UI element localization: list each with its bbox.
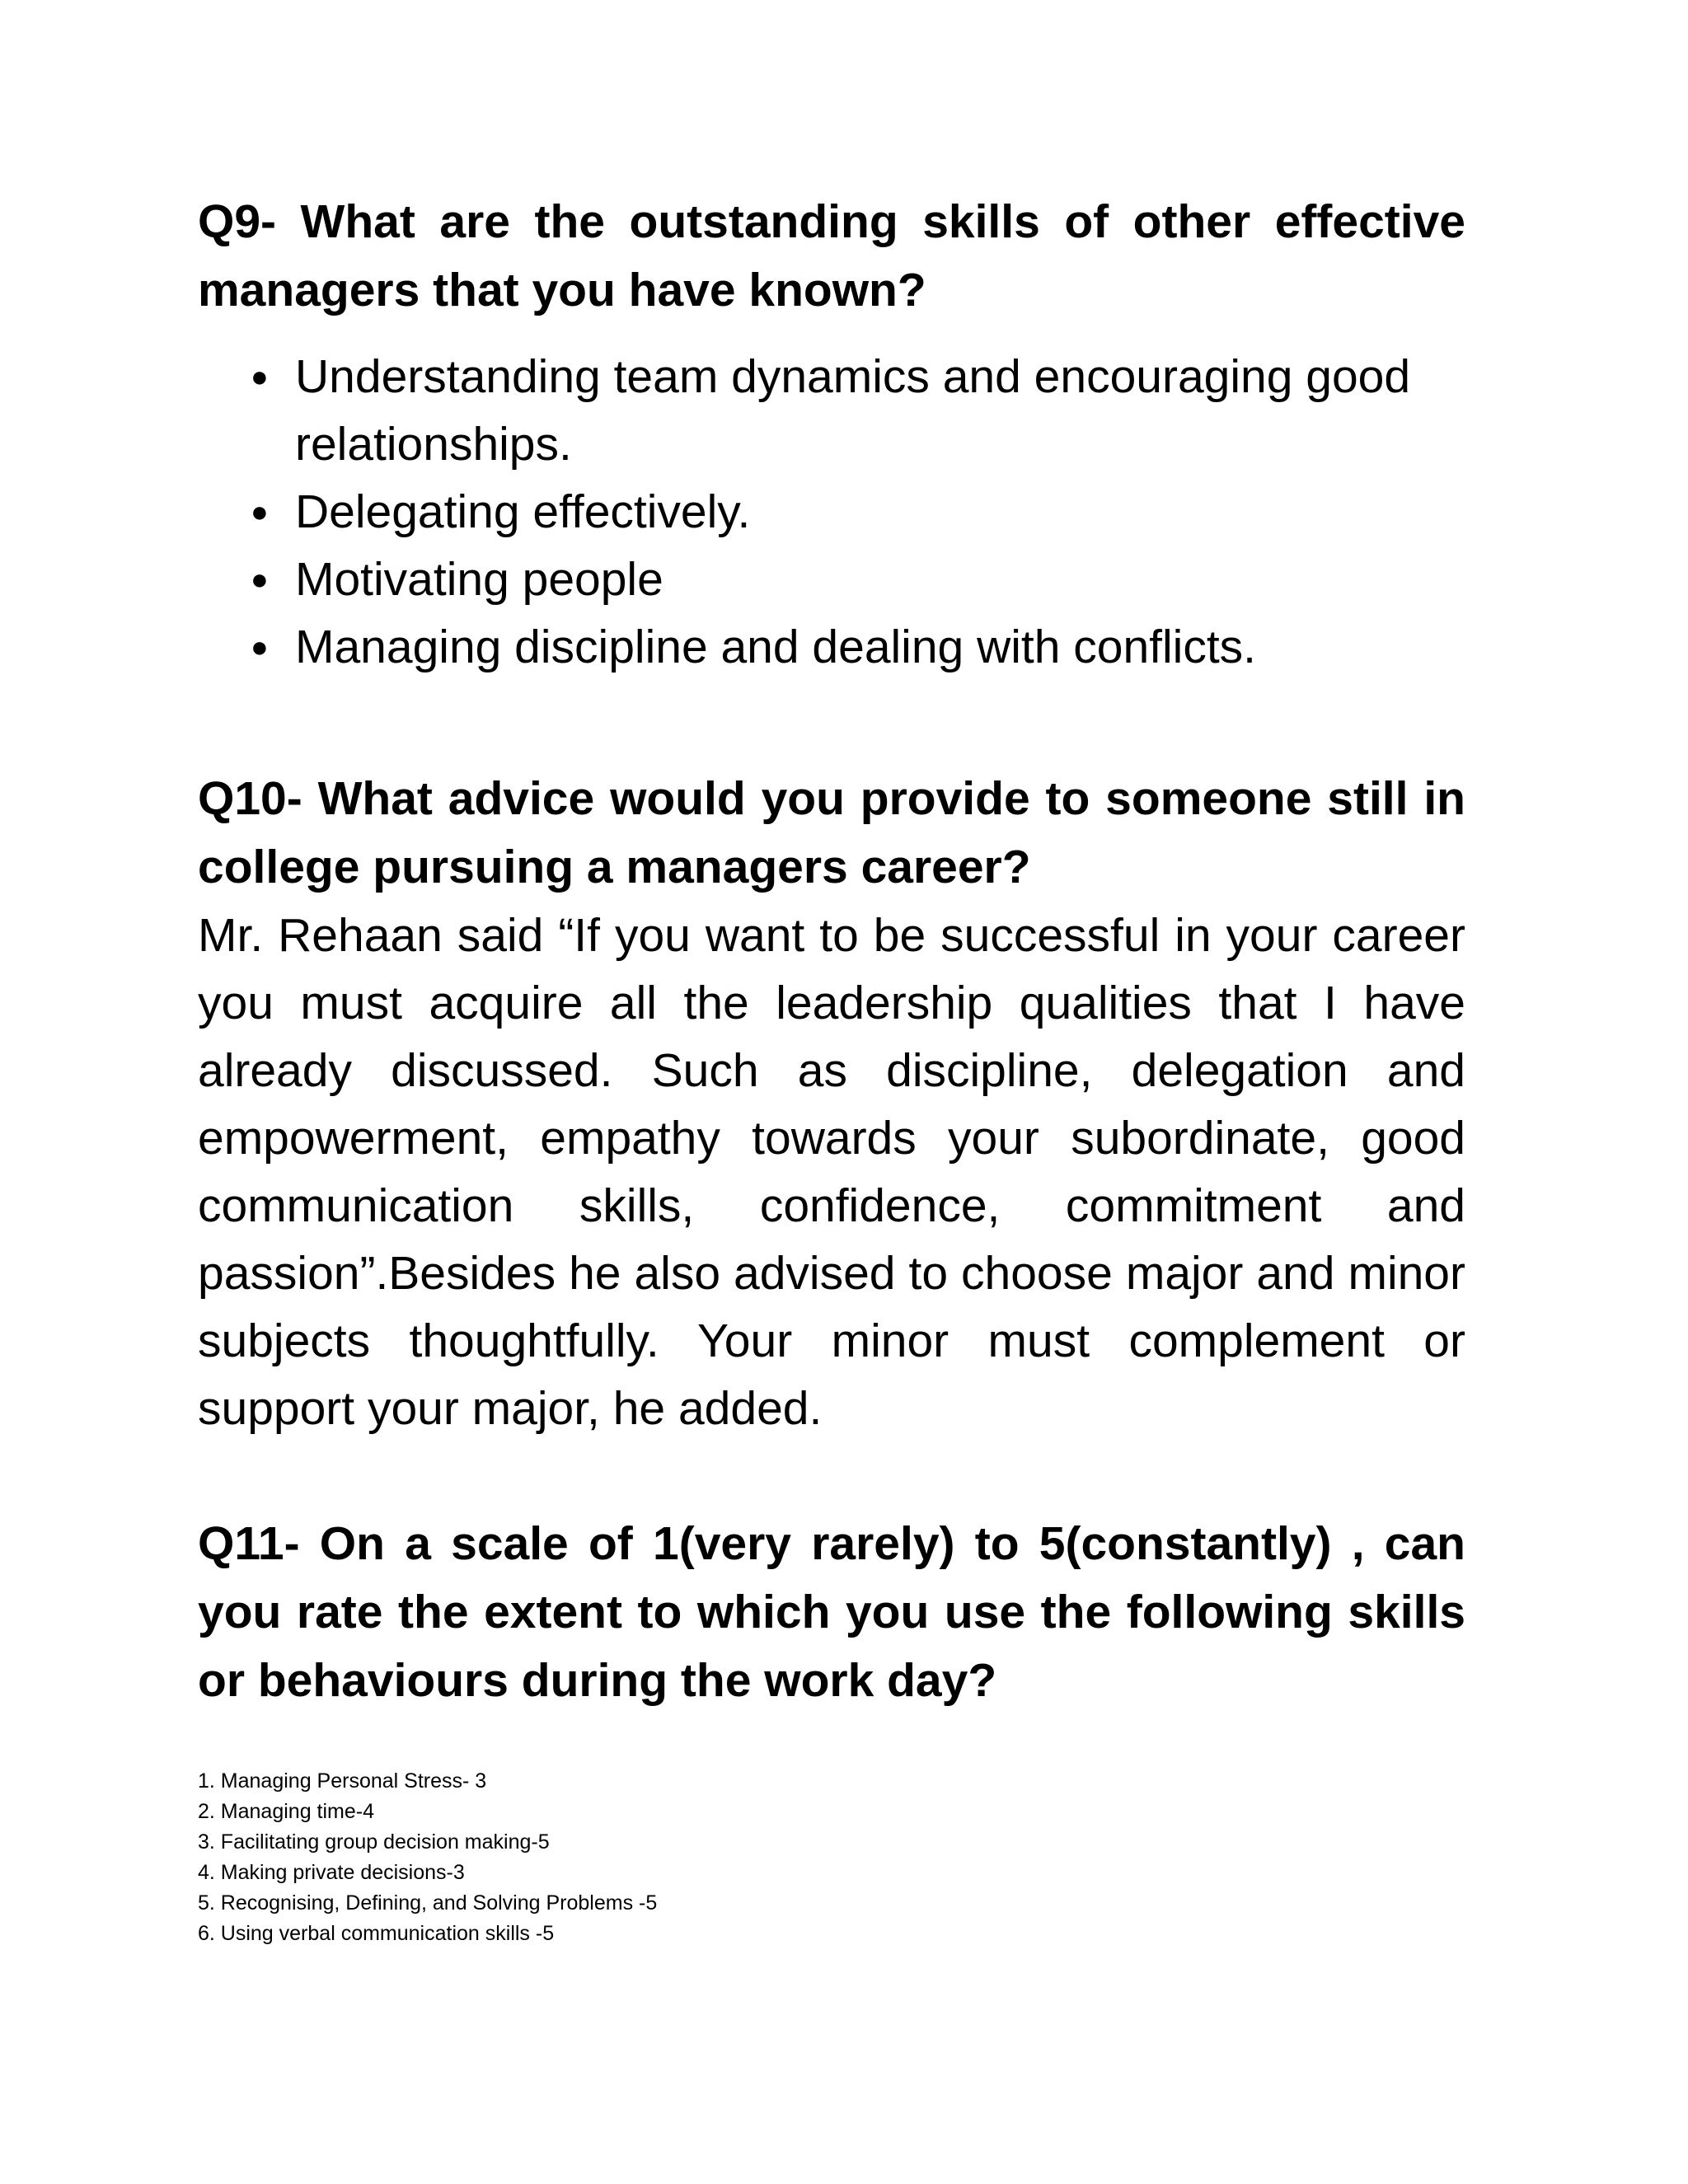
bullet-text: Managing discipline and dealing with conflicts. [295,621,1257,673]
rating-item: 6. Using verbal communication skills -5 [198,1922,555,1945]
rating-item: 3. Facilitating group decision making-5 [198,1830,550,1854]
question-9-section [198,188,1465,681]
bullet-icon: ● [251,630,269,663]
question-10-heading: Q10- What advice would you provide to someone still in college pursuing a managers career? [198,772,1465,893]
bullet-icon: ● [251,359,269,393]
bullet-text: Delegating effectively. [295,485,751,538]
rating-item: 2. Managing time-4 [198,1800,375,1823]
question-9-heading: Q9- What are the outstanding skills of other effective managers that you have known? [198,195,1465,316]
rating-item: 5. Recognising, Defining, and Solving Problems -5 [198,1891,658,1915]
bullet-text: Motivating people [295,553,663,606]
skills-rating-list [198,1766,1465,1949]
question-10-answer: Mr. Rehaan said “If you want to be successful in your career you must acquire all the leadership qualities that I have already discussed. Such as discipline, delegation and empowerment, empathy towards your subordinate, good communication skills, confidence, commitment and passion”.Besides he also advised to choose major and minor subjects thoughtfully. Your minor must complement or support your major, he added. [198,909,1465,1435]
list-item [198,546,1465,613]
list-item [198,613,1465,681]
rating-item: 1. Managing Personal Stress- 3 [198,1769,487,1793]
question-11-heading: Q11- On a scale of 1(very rarely) to 5(constantly) , can you rate the extent to which you use the following skills or behaviours during the work day? [198,1517,1465,1707]
bullet-icon: ● [251,494,269,528]
list-item [198,343,1465,478]
question-10-section [198,765,1465,1442]
question-11-section [198,1510,1465,1949]
bullet-text: Understanding team dynamics and encouraging good relationships. [295,350,1411,471]
document-page [198,188,1465,1949]
list-item [198,478,1465,546]
bullet-icon: ● [251,562,269,596]
question-9-bullet-list [198,343,1465,681]
rating-item: 4. Making private decisions-3 [198,1861,465,1884]
